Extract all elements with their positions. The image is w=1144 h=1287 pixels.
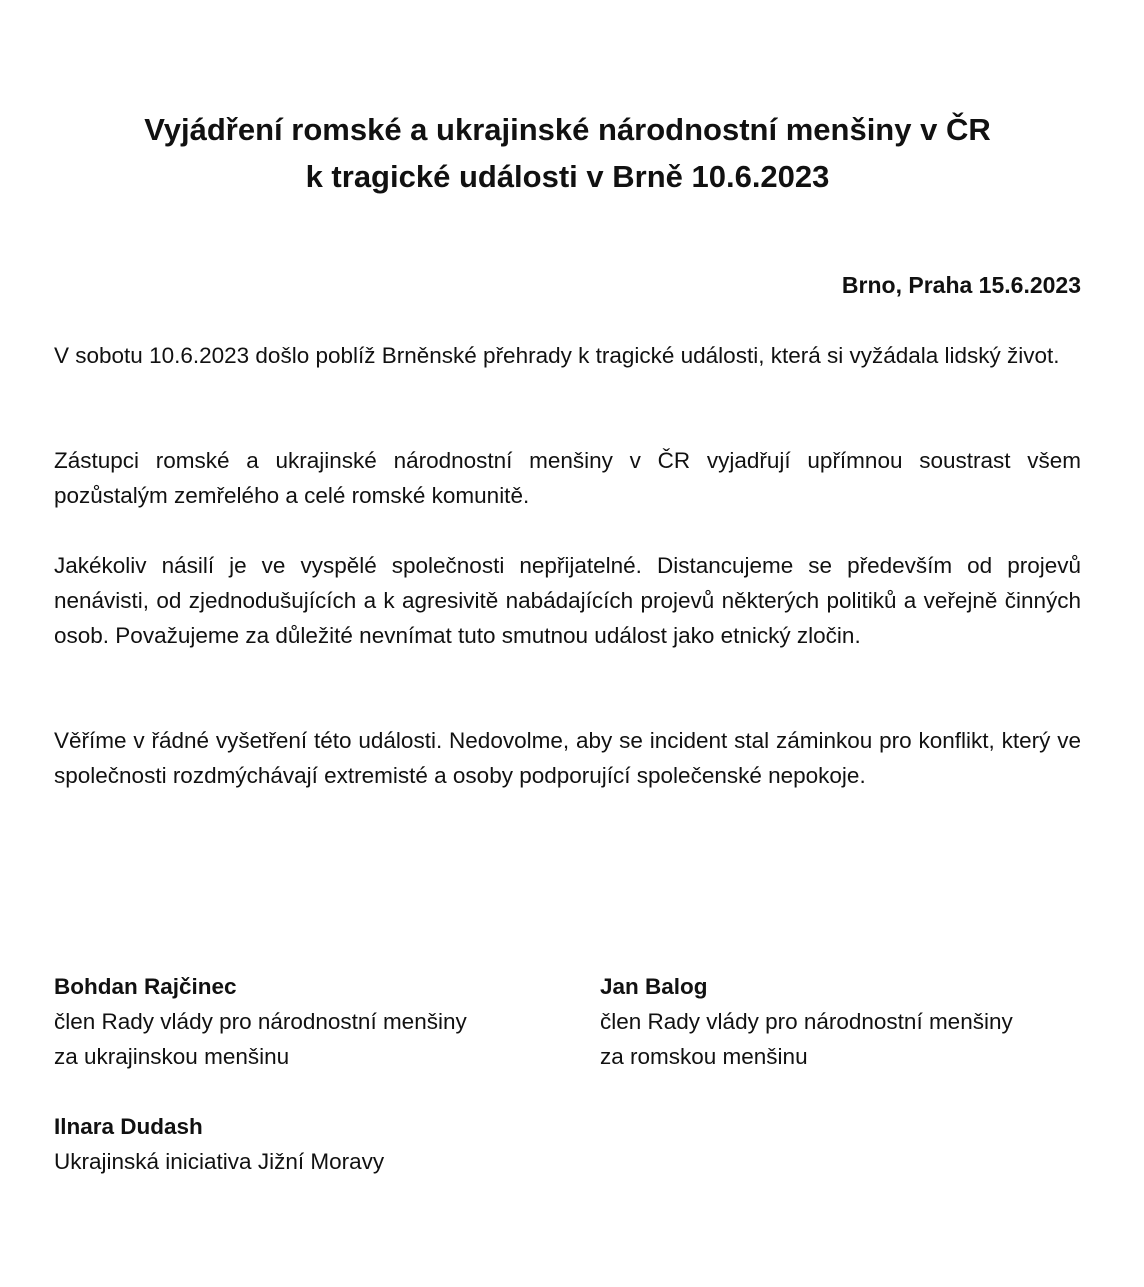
signature-block [54, 1109, 384, 1179]
signatory-name: Jan Balog [600, 974, 708, 999]
signature-block [600, 969, 1013, 1074]
document-title [54, 106, 1081, 200]
title-line-2: k tragické události v Brně 10.6.2023 [305, 159, 830, 194]
paragraph: Zástupci romské a ukrajinské národnostní menšiny v ČR vyjadřují upřímnou soustrast všem pozůstalým zemřelého a celé romské komunitě. [54, 448, 1081, 508]
signatory-role: za romskou menšinu [600, 1044, 808, 1069]
signature-block [54, 969, 467, 1074]
signatory-role: člen Rady vlády pro národnostní menšiny [54, 1009, 467, 1034]
paragraph: Jakékoliv násilí je ve vyspělé společnosti nepřijatelné. Distancujeme se především od projevů nenávisti, od zjednodušujících a k agresivitě nabádajících projevů některých politiků a veřejně činných osob. Považujeme za důležité nevnímat tuto smutnou událost jako etnický zločin. [54, 553, 1081, 648]
signatory-name: Bohdan Rajčinec [54, 974, 237, 999]
title-line-1: Vyjádření romské a ukrajinské národnostní menšiny v ČR [144, 112, 991, 147]
signatory-role: Ukrajinská iniciativa Jižní Moravy [54, 1149, 385, 1174]
signatory-name: Ilnara Dudash [54, 1114, 203, 1139]
signatory-role: člen Rady vlády pro národnostní menšiny [600, 1009, 1013, 1034]
signatory-role: za ukrajinskou menšinu [54, 1044, 290, 1069]
paragraph: V sobotu 10.6.2023 došlo poblíž Brněnské přehrady k tragické události, která si vyžádala lidský život. [54, 343, 1060, 368]
dateline: Brno, Praha 15.6.2023 [841, 272, 1081, 298]
paragraph: Věříme v řádné vyšetření této události. Nedovolme, aby se incident stal záminkou pro konflikt, který ve společnosti rozdmýchávají extremisté a osoby podporující společenské nepokoje. [54, 728, 1081, 788]
